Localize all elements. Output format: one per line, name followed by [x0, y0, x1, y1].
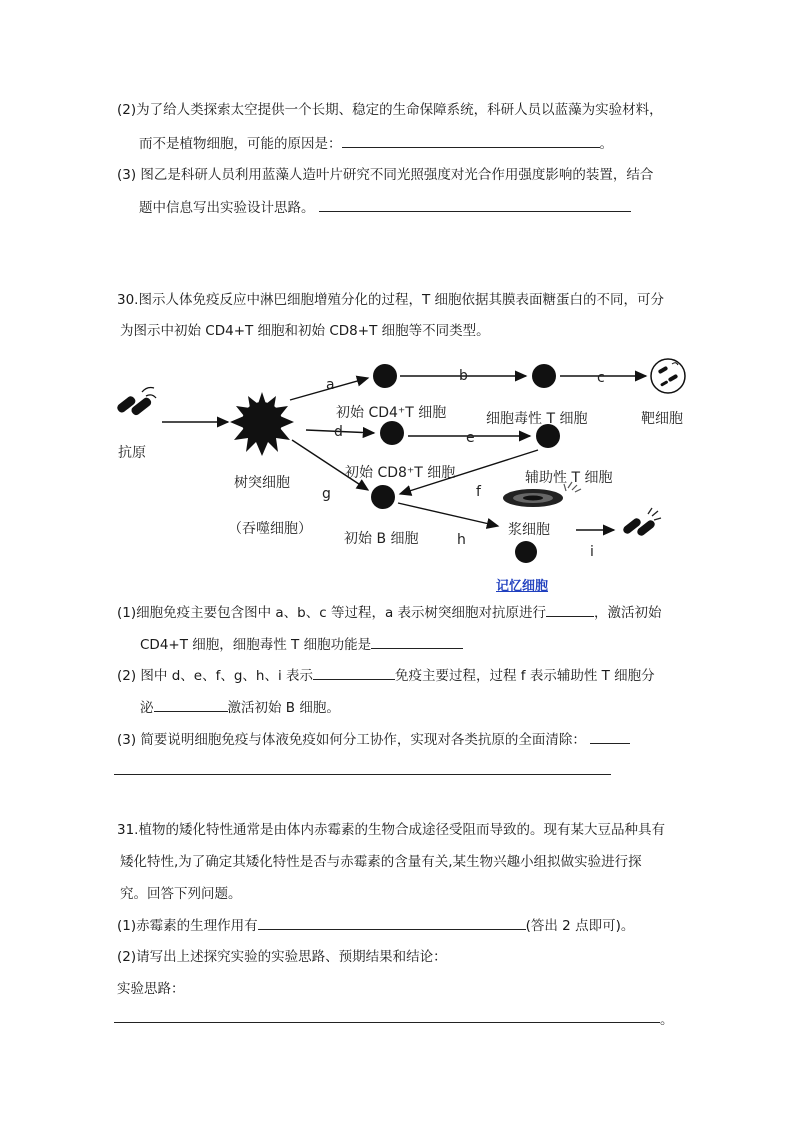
label-helper-t-cell: 辅助性 T 细胞 [525, 470, 613, 486]
answer-blank[interactable] [258, 915, 526, 930]
q31-stem-line3: 究。回答下列问题。 [120, 886, 242, 902]
q31-idea-label: 实验思路： [117, 981, 185, 997]
q31-part2: (2)请写出上述探究实验的实验思路、预期结果和结论： [117, 949, 447, 965]
q31-end-mark: 。 [660, 1012, 674, 1028]
arrow-label-g: g [322, 486, 331, 502]
answer-blank[interactable] [154, 697, 228, 712]
q29-part3-line2: 题中信息写出实验设计思路。 [139, 197, 631, 218]
label-target-cell: 靶细胞 [641, 411, 683, 427]
b-cell-icon [371, 485, 395, 509]
dendritic-cell-icon [230, 392, 294, 456]
q30-part1-line2: CD4+T 细胞，细胞毒性 T 细胞功能是 [140, 634, 463, 655]
q29-part2-line1: (2)为了给人类探索太空提供一个长期、稳定的生命保障系统，科研人员以蓝藻为实验材料， [117, 102, 663, 118]
cd8-cell-icon [380, 421, 404, 445]
answer-rule[interactable] [114, 1022, 660, 1023]
cytotoxic-cell-icon [532, 364, 556, 388]
q31-stem-line2: 矮化特性,为了确定其矮化特性是否与赤霉素的含量有关,某生物兴趣小组拟做实验进行探 [120, 854, 642, 870]
label-antigen: 抗原 [118, 445, 146, 461]
q30-part2-line1: (2) 图中 d、e、f、g、h、i 表示 免疫主要过程，过程 f 表示辅助性 T 细胞分 [117, 665, 655, 686]
answer-blank[interactable] [590, 729, 630, 744]
arrow-label-e: e [466, 430, 475, 446]
arrow-label-a: a [326, 377, 335, 393]
arrow-label-i: i [590, 544, 594, 560]
label-b-cell: 初始 B 细胞 [344, 531, 419, 547]
answer-blank[interactable] [546, 602, 594, 617]
answer-blank[interactable] [371, 634, 463, 649]
q30-stem-line2: 为图示中初始 CD4+T 细胞和初始 CD8+T 细胞等不同类型。 [120, 323, 490, 339]
label-plasma-cell: 浆细胞 [508, 522, 550, 538]
arrow-label-d: d [334, 424, 343, 440]
q30-part1-line1: (1)细胞免疫主要包含图中 a、b、c 等过程，a 表示树突细胞对抗原进行 ，激活初始 [117, 602, 662, 623]
q31-part1: (1)赤霉素的生理作用有 (答出 2 点即可)。 [117, 915, 634, 936]
arrow-label-c: c [597, 370, 605, 386]
arrow-label-f: f [476, 484, 481, 500]
memory-cell-icon [515, 541, 537, 563]
cd4-cell-icon [373, 364, 397, 388]
q30-part3-line1: (3) 简要说明细胞免疫与体液免疫如何分工协作，实现对各类抗原的全面清除： [117, 729, 630, 750]
label-dendritic-cell: 树突细胞 [234, 475, 290, 491]
q30-stem-line1: 30.图示人体免疫反应中淋巴细胞增殖分化的过程，T 细胞依据其膜表面糖蛋白的不同，可分 [117, 292, 665, 308]
answer-rule[interactable] [114, 774, 611, 775]
answer-blank[interactable] [313, 665, 395, 680]
label-memory-cell: 记忆细胞 [496, 579, 549, 594]
antibody-antigen-icon [622, 508, 661, 537]
label-phagocyte: （吞噬细胞） [228, 521, 312, 537]
antigen-bacteria-icon [116, 388, 156, 417]
q29-part2-line2: 而不是植物细胞，可能的原因是： 。 [139, 133, 613, 154]
label-cd8-t-cell: 初始 CD8⁺T 细胞 [345, 465, 456, 481]
label-cd4-t-cell: 初始 CD4⁺T 细胞 [336, 405, 447, 421]
q31-stem-line1: 31.植物的矮化特性通常是由体内赤霉素的生物合成途径受阻而导致的。现有某大豆品种具有 [117, 822, 665, 838]
arrow-label-h: h [457, 532, 466, 548]
q29-part3-line1: (3) 图乙是科研人员利用蓝藻人造叶片研究不同光照强度对光合作用强度影响的装置，结合 [117, 167, 654, 183]
target-cell-icon [651, 359, 685, 393]
q30-part2-line2: 泌 激活初始 B 细胞。 [140, 697, 340, 718]
arrow-label-b: b [459, 368, 468, 384]
label-cytotoxic-t-cell: 细胞毒性 T 细胞 [486, 411, 588, 427]
